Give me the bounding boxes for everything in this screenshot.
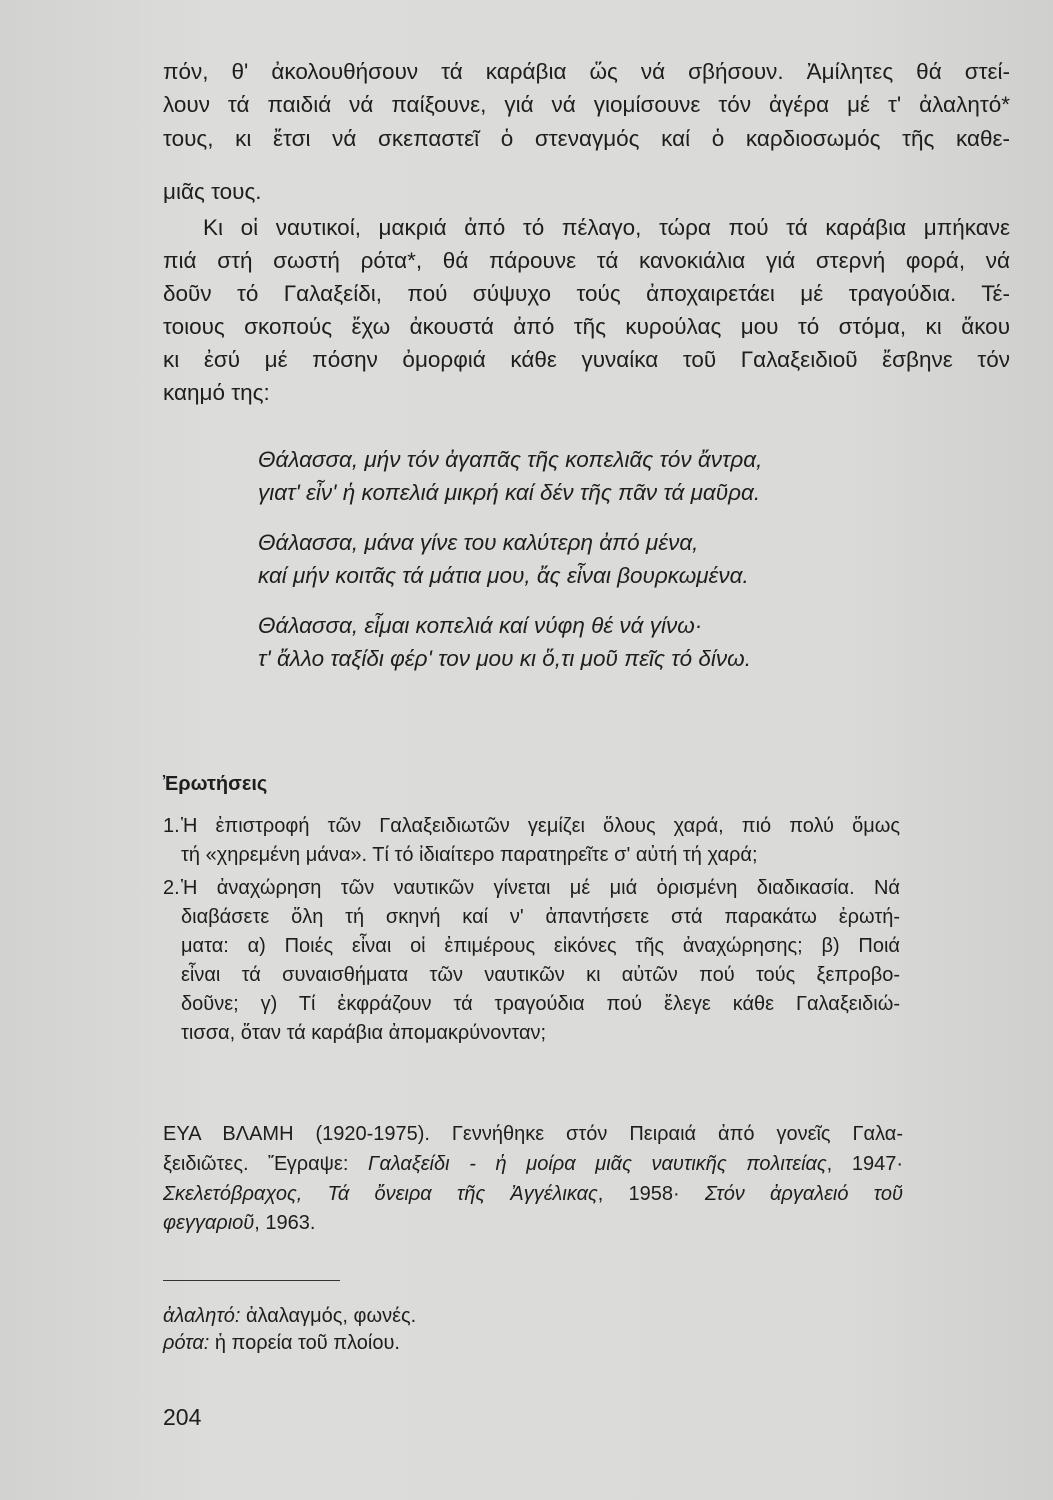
bio-text: , 1947·: [826, 1153, 904, 1175]
poem-line: Θάλασσα, μάνα γίνε του καλύτερη ἀπό μένα,: [258, 530, 699, 555]
question-line: Ἡ ἀναχώρηση τῶν ναυτικῶν γίνεται μέ μιά ὁρισμένη διαδικασία. Νά: [181, 877, 900, 899]
book-title: Γαλαξείδι - ἡ μοίρα μιᾶς ναυτικῆς πολιτείας: [368, 1153, 827, 1175]
question-line: Ἡ ἐπιστροφή τῶν Γαλαξειδιωτῶν γεμίζει ὅλους χαρά, πιό πολύ ὅμως: [181, 815, 900, 837]
poem-line: γιατ' εἶν' ἡ κοπελιά μικρή καί δέν τῆς πᾶν τά μαῦρα.: [258, 480, 761, 505]
book-title: φεγγαριοῦ: [163, 1212, 255, 1234]
text-line: δοῦν τό Γαλαξείδι, πού σύψυχο τούς ἀποχαιρετάει μέ τραγούδια. Τέ-: [163, 281, 1010, 306]
poem-line: Θάλασσα, μήν τόν ἀγαπᾶς τῆς κοπελιᾶς τόν ἄντρα,: [258, 447, 763, 472]
poem-line: καί μήν κοιτᾶς τά μάτια μου, ἄς εἶναι βουρκωμένα.: [258, 563, 749, 588]
bio-line: [163, 1180, 903, 1208]
question-line: διαβάσετε ὅλη τή σκηνή καί ν' ἀπαντήσετε στά παρακάτω ἐρωτή-: [181, 906, 900, 928]
footnote-divider: [163, 1280, 340, 1281]
text-line: μιᾶς τους.: [163, 179, 262, 204]
text-line: κι ἐσύ μέ πόσην ὀμορφιά κάθε γυναίκα τοῦ Γαλαξειδιοῦ ἔσβηνε τόν: [163, 347, 1010, 372]
question-line: δοῦνε; γ) Τί ἐκφράζουν τά τραγούδια πού ἔλεγε κάθε Γαλαξειδιώ-: [181, 993, 900, 1015]
poem-line: τ' ἄλλο ταξίδι φέρ' τον μου κι ὅ,τι μοῦ πεῖς τό δίνω.: [258, 646, 751, 671]
text-line: τους, κι ἔτσι νά σκεπαστεῖ ὁ στεναγμός καί ὁ καρδιοσωμός τῆς καθε-: [163, 126, 1010, 151]
text-line: καημό της:: [163, 380, 270, 405]
text-line: τοιους σκοπούς ἔχω ἀκουστά ἀπό τῆς κυρούλας μου τό στόμα, κι ἄκου: [163, 314, 1010, 339]
bio-line: [163, 1209, 903, 1237]
footnote: [163, 1329, 400, 1357]
text-line: Κι οἱ ναυτικοί, μακριά ἀπό τό πέλαγο, τώρα πού τά καράβια μπήκανε: [203, 215, 1010, 240]
poem-line: Θάλασσα, εἶμαι κοπελιά καί νύφη θέ νά γίνω·: [258, 613, 703, 638]
question-line: ματα: α) Ποιές εἶναι οἱ ἐπιμέρους εἰκόνες τῆς ἀναχώρησης; β) Ποιά: [181, 935, 900, 957]
question-number: 1.: [163, 815, 180, 837]
bio-text: , 1958·: [597, 1183, 705, 1205]
bio-line: ΕΥΑ ΒΛΑΜΗ (1920-1975). Γεννήθηκε στόν Πειραιά ἀπό γονεῖς Γαλα-: [163, 1123, 903, 1145]
bio-line: [163, 1150, 903, 1178]
question-line: εἶναι τά συναισθήματα τῶν ναυτικῶν κι αὐτῶν πού τούς ξεπροβο-: [181, 964, 900, 986]
book-title: Σκελετόβραχος, Τά ὄνειρα τῆς Ἀγγέλικας: [163, 1183, 598, 1205]
footnote-definition: ἡ πορεία τοῦ πλοίου.: [209, 1332, 400, 1354]
questions-heading: Ἐρωτήσεις: [163, 773, 268, 795]
footnote: [163, 1302, 416, 1330]
bio-text: ξειδιῶτες. Ἔγραψε:: [163, 1153, 369, 1175]
text-line: πιά στή σωστή ρότα*, θά πάρουνε τά κανοκιάλια γιά στερνή φορά, νά: [163, 248, 1010, 273]
text-line: λουν τά παιδιά νά παίξουνε, γιά νά γιομίσουνε τόν ἀγέρα μέ τ' ἀλαλητό*: [163, 92, 1010, 117]
question-line: τισσα, ὅταν τά καράβια ἀπομακρύνονταν;: [181, 1022, 547, 1044]
question-number: 2.: [163, 877, 180, 899]
book-title: Στόν ἀργαλειό τοῦ: [704, 1183, 903, 1205]
footnote-term: ρότα:: [163, 1332, 210, 1354]
page-number: 204: [163, 1404, 202, 1430]
text-line: πόν, θ' ἀκολουθήσουν τά καράβια ὥς νά σβήσουν. Ἀμίλητες θά στεί-: [163, 59, 1010, 84]
footnote-term: ἀλαλητό:: [163, 1305, 241, 1327]
bio-text: , 1963.: [254, 1212, 316, 1234]
question-line: τή «χηρεμένη μάνα». Τί τό ἰδιαίτερο παρατηρεῖτε σ' αὐτή τή χαρά;: [181, 844, 758, 866]
footnote-definition: ἀλαλαγμός, φωνές.: [240, 1305, 417, 1327]
